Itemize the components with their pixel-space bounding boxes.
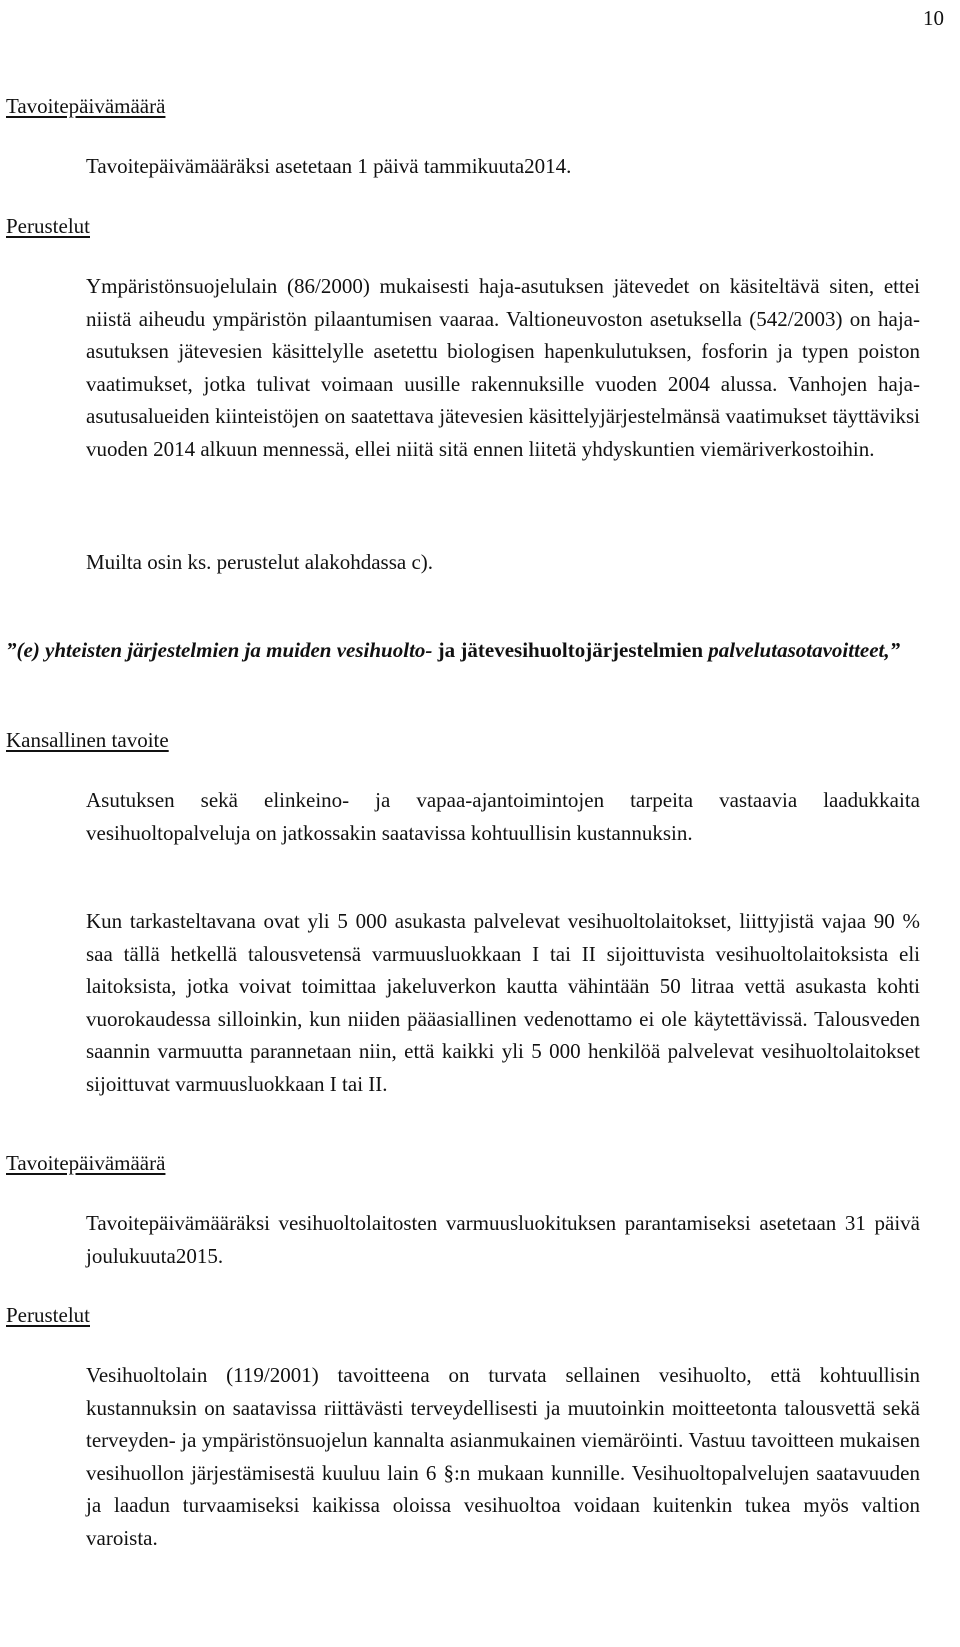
heading-target-date-2: Tavoitepäivämäärä bbox=[6, 1151, 166, 1175]
page-number: 10 bbox=[923, 6, 944, 30]
section-e-title bbox=[6, 634, 920, 667]
national-target-paragraph-2: Kun tarkasteltavana ovat yli 5 000 asukasta palvelevat vesihuoltolaitokset, liittyjistä vajaa 90 % saa tällä hetkellä talousvetensä varmuusluokkaan I tai II sijoittuvista vesihuoltolaitoksista eli laitoksista, jotka voivat toimittaa jakeluverkon kautta vähintään 50 litraa vettä asukasta kohti vuorokaudessa silloinkin, kun niiden pääasiallinen vedenottamo ei ole käytettävissä. Talousveden saannin varmuutta parannetaan niin, että kaikki yli 5 000 henkilöä palvelevat vesihuoltolaitokset sijoittuvat varmuusluokkaan I tai II. bbox=[86, 909, 920, 1096]
grounds-paragraph: Ympäristönsuojelulain (86/2000) mukaisesti haja-asutuksen jätevedet on käsiteltävä siten, ettei niistä aiheudu ympäristön pilaantumisen vaaraa. Valtioneuvoston asetuksella (542/2003) on haja-asutuksen jätevesien käsittelylle asetettu biologisen hapenkulutuksen, fosforin ja typen poiston vaatimukset, jotka tulivat voimaan uusille rakennuksille vuoden 2004 alussa. Vanhojen haja-asutusalueiden kiinteistöjen on saatettava jätevesien käsittelyjärjestelmänsä vaatimukset täyttäviksi vuoden 2014 alkuun mennessä, ellei niitä sitä ennen liitetä yhdyskuntien viemäriverkostoihin. bbox=[86, 274, 920, 461]
heading-national-target: Kansallinen tavoite bbox=[6, 728, 169, 752]
see-also-text: Muilta osin ks. perustelut alakohdassa c). bbox=[86, 550, 434, 574]
heading-grounds-2: Perustelut bbox=[6, 1303, 90, 1327]
target-date-text-2: Tavoitepäivämääräksi vesihuoltolaitosten varmuusluokituksen parantamiseksi asetetaan 31 päivä joulukuuta2015. bbox=[86, 1211, 920, 1268]
section-e-title-italic: ”(e) yhteisten järjestelmien ja muiden vesihuolto- bbox=[6, 638, 433, 662]
heading-target-date: Tavoitepäivämäärä bbox=[6, 94, 166, 118]
grounds-paragraph-2: Vesihuoltolain (119/2001) tavoitteena on turvata sellainen vesihuolto, että kohtuullisin kustannuksin on saatavissa riittävästi terveydellisesti ja muutoinkin moitteetonta talousvettä sekä terveyden- ja ympäristönsuojelun kannalta asianmukainen viemäröinti. Vastuu tavoitteen mukaisen vesihuollon järjestämisestä kuuluu lain 6 §:n mukaan kunnille. Vesihuoltopalvelujen saatavuuden ja laadun turvaamiseksi kaikissa oloissa vesihuoltoa voidaan kuitenkin tukea myös valtion varoista. bbox=[86, 1363, 920, 1550]
target-date-text: Tavoitepäivämääräksi asetetaan 1 päivä tammikuuta2014. bbox=[86, 154, 572, 178]
heading-grounds: Perustelut bbox=[6, 214, 90, 238]
section-e-title-plain: ja jätevesihuoltojärjestelmien bbox=[432, 638, 709, 662]
national-target-paragraph-1: Asutuksen sekä elinkeino- ja vapaa-ajantoimintojen tarpeita vastaavia laadukkaita vesihuoltopalveluja on jatkossakin saatavissa kohtuullisin kustannuksin. bbox=[86, 788, 920, 845]
section-e-title-italic-end: palvelutasotavoitteet,” bbox=[708, 638, 901, 662]
